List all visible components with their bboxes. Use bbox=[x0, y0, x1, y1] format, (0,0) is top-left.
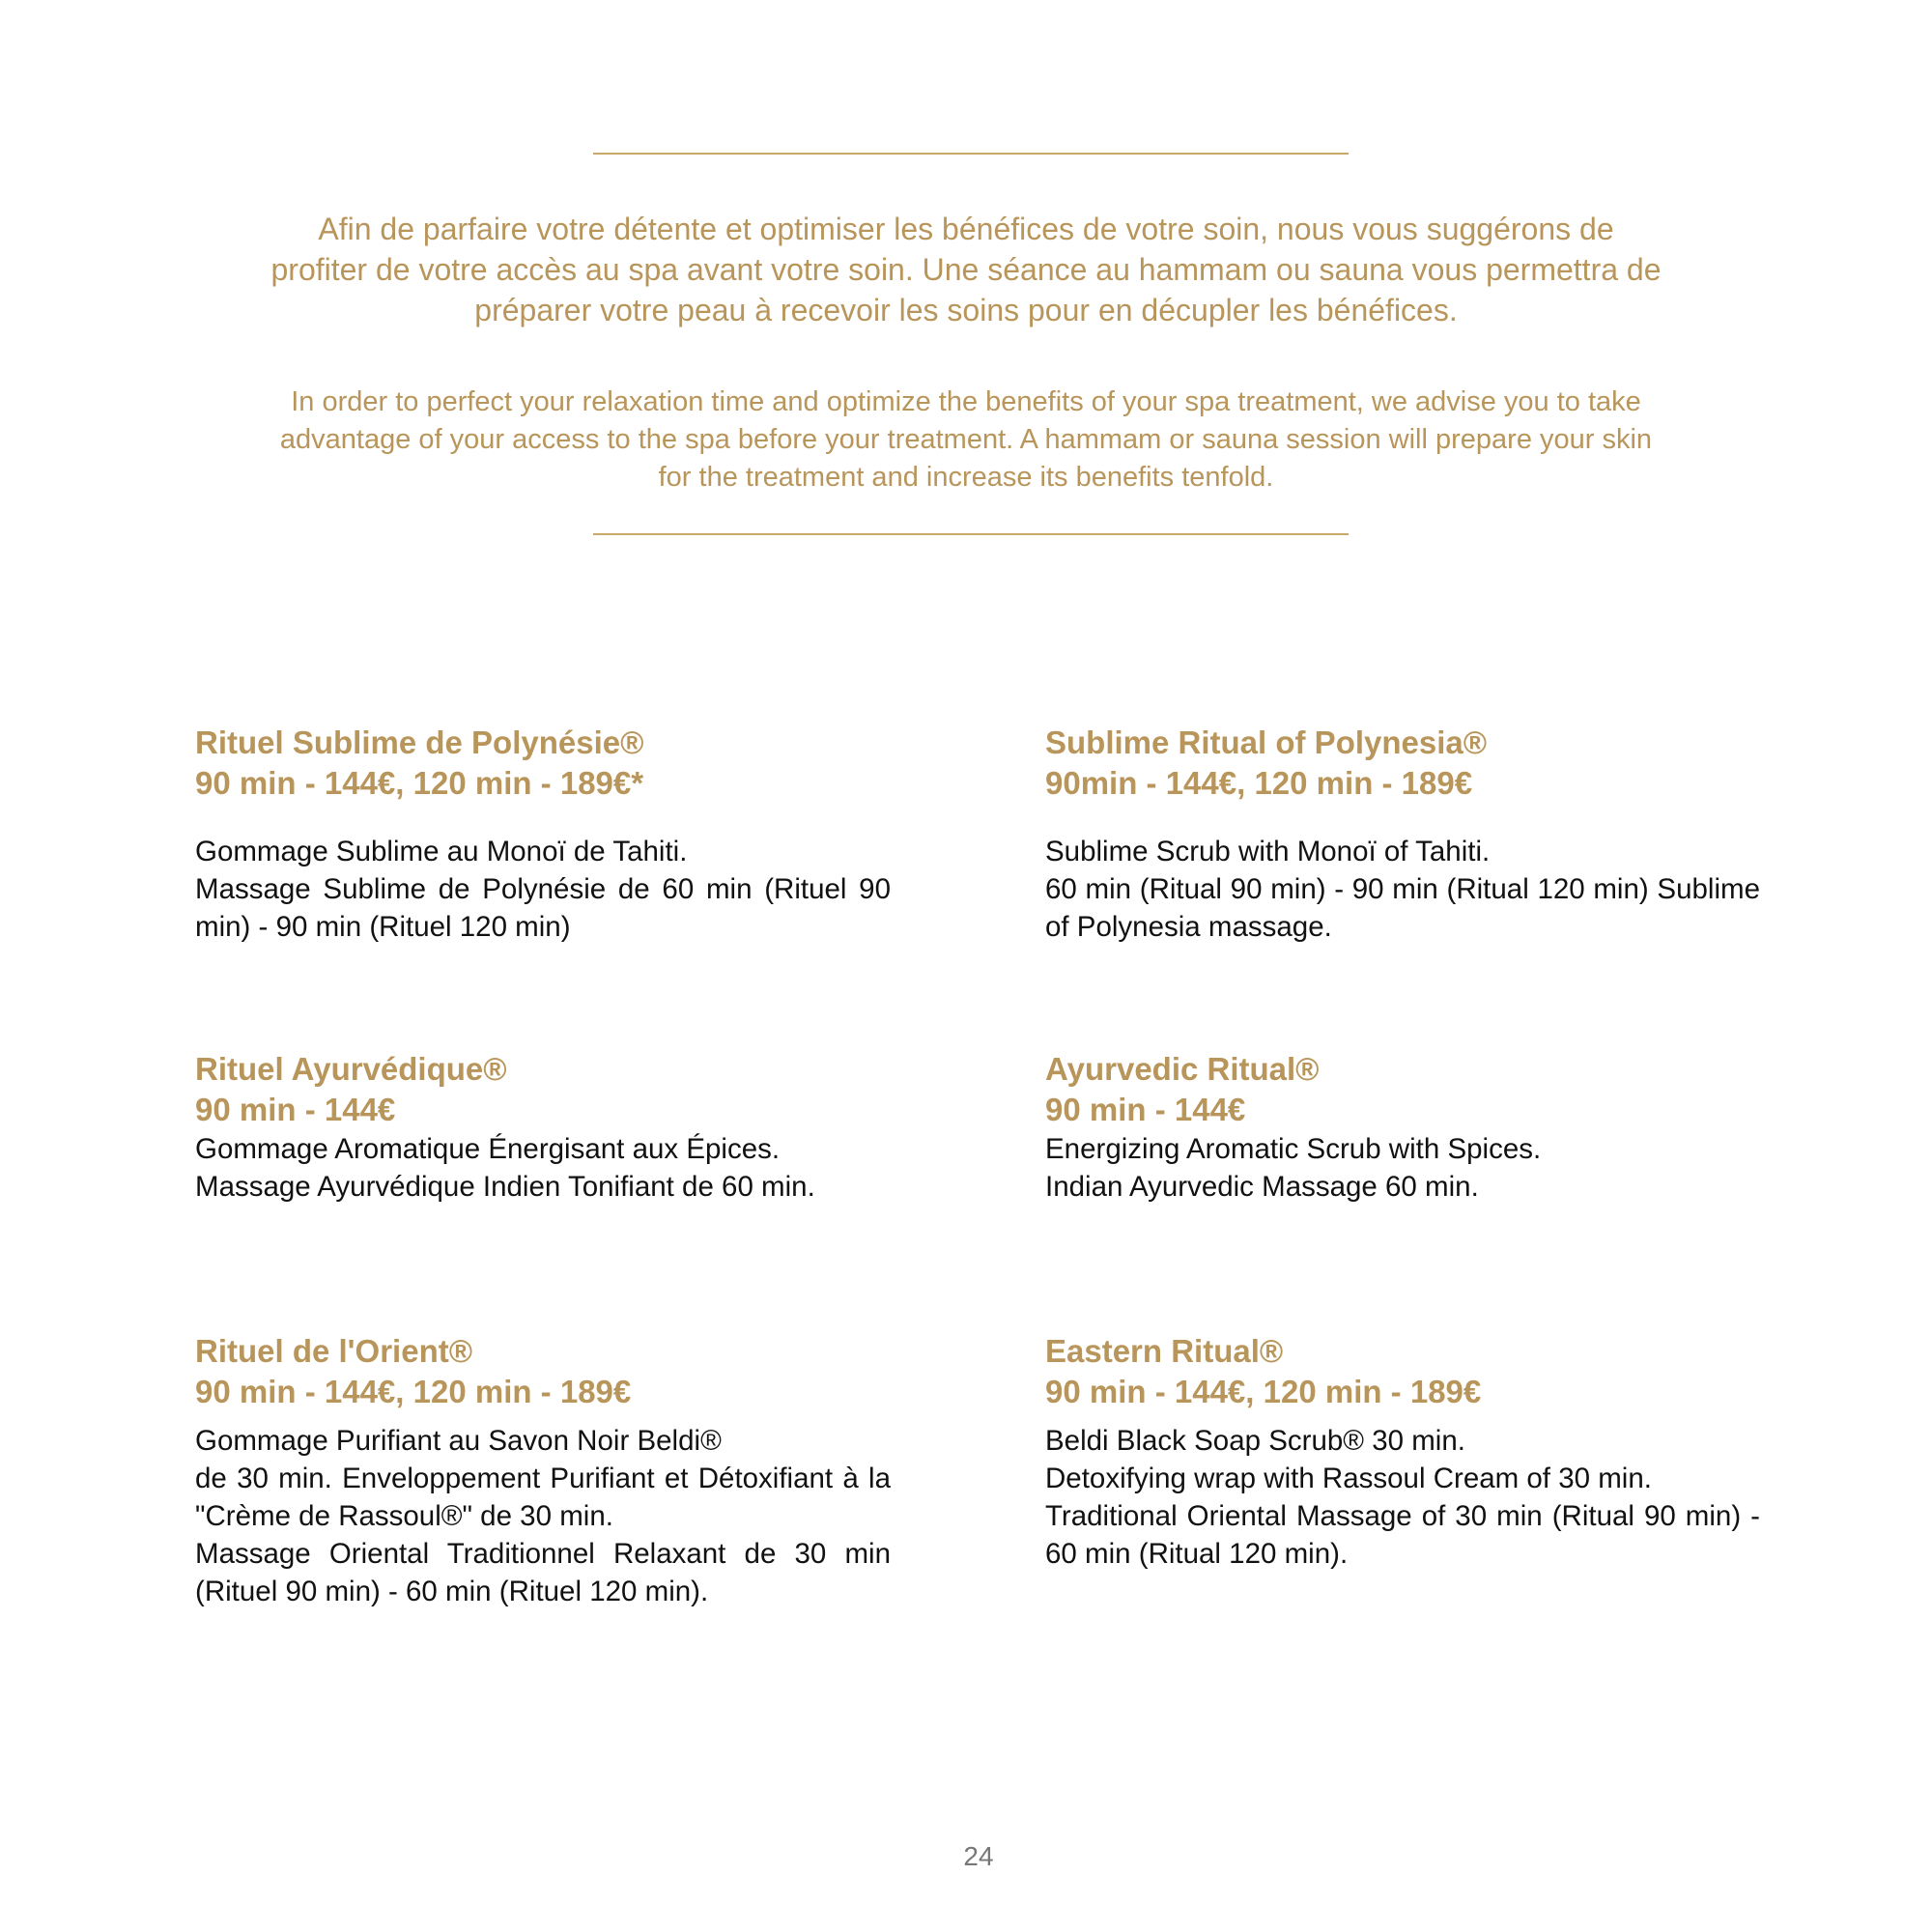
ritual-description-line: Indian Ayurvedic Massage 60 min. bbox=[1045, 1171, 1479, 1203]
ritual-description-line: Massage Sublime de Polynésie de 60 min (Rituel 90 min) - 90 min (Rituel 120 min) bbox=[195, 873, 891, 943]
ritual-description-line: Gommage Purifiant au Savon Noir Beldi® bbox=[195, 1425, 722, 1457]
ritual-description-line: Sublime Scrub with Monoï of Tahiti. bbox=[1045, 836, 1491, 867]
ritual-description-line: Gommage Aromatique Énergisant aux Épices. bbox=[195, 1133, 781, 1165]
ritual-description-line: Massage Oriental Traditionnel Relaxant de 30 min (Rituel 90 min) - 60 min (Rituel 120 min). bbox=[195, 1538, 891, 1607]
ritual-title: Ayurvedic Ritual® bbox=[1045, 1051, 1320, 1087]
ritual-description-line: 60 min (Ritual 90 min) - 90 min (Ritual 120 min) Sublime of Polynesia massage. bbox=[1045, 873, 1760, 943]
ritual-price: 90min - 144€, 120 min - 189€ bbox=[1045, 765, 1473, 801]
ritual-price: 90 min - 144€ bbox=[1045, 1092, 1246, 1127]
ritual-polynesia-en bbox=[1045, 723, 1760, 946]
page-number: 24 bbox=[963, 1841, 994, 1871]
ritual-price: 90 min - 144€, 120 min - 189€ bbox=[1045, 1374, 1482, 1409]
ritual-price: 90 min - 144€, 120 min - 189€* bbox=[195, 765, 644, 801]
ritual-description-line: Energizing Aromatic Scrub with Spices. bbox=[1045, 1133, 1542, 1165]
ritual-orient-en bbox=[1045, 1331, 1760, 1573]
intro-english: In order to perfect your relaxation time and optimize the benefits of your spa treatment, we advise you to take advantage of your access to the spa before your treatment. A hammam or sauna session will prepare your skin for the treatment and increase its benefits tenfold. bbox=[279, 386, 1653, 493]
ritual-ayurvedic-fr bbox=[195, 1049, 891, 1206]
ritual-description-line: Massage Ayurvédique Indien Tonifiant de 60 min. bbox=[195, 1171, 815, 1203]
ritual-description-line: Beldi Black Soap Scrub® 30 min. bbox=[1045, 1425, 1465, 1457]
ritual-title: Rituel de l'Orient® bbox=[195, 1333, 473, 1369]
bottom-divider bbox=[593, 533, 1349, 535]
ritual-description-line: de 30 min. Enveloppement Purifiant et Détoxifiant à la "Crème de Rassoul®" de 30 min. bbox=[195, 1463, 891, 1532]
ritual-description-line: Gommage Sublime au Monoï de Tahiti. bbox=[195, 836, 688, 867]
ritual-description-line: Detoxifying wrap with Rassoul Cream of 30 min. bbox=[1045, 1463, 1652, 1494]
top-divider bbox=[593, 153, 1349, 155]
ritual-title: Sublime Ritual of Polynesia® bbox=[1045, 724, 1488, 760]
ritual-orient-fr bbox=[195, 1331, 891, 1610]
ritual-description-line: Traditional Oriental Massage of 30 min (Ritual 90 min) - 60 min (Ritual 120 min). bbox=[1045, 1500, 1760, 1570]
intro-french: Afin de parfaire votre détente et optimiser les bénéfices de votre soin, nous vous suggérons de profiter de votre accès au spa avant votre soin. Une séance au hammam ou sauna vous permettra de préparer votre peau à recevoir les soins pour en décupler les bénéfices. bbox=[270, 212, 1662, 327]
ritual-title: Rituel Ayurvédique® bbox=[195, 1051, 507, 1087]
ritual-polynesia-fr bbox=[195, 723, 891, 946]
ritual-price: 90 min - 144€, 120 min - 189€ bbox=[195, 1374, 632, 1409]
ritual-ayurvedic-en bbox=[1045, 1049, 1760, 1206]
ritual-title: Rituel Sublime de Polynésie® bbox=[195, 724, 644, 760]
ritual-title: Eastern Ritual® bbox=[1045, 1333, 1284, 1369]
ritual-price: 90 min - 144€ bbox=[195, 1092, 396, 1127]
